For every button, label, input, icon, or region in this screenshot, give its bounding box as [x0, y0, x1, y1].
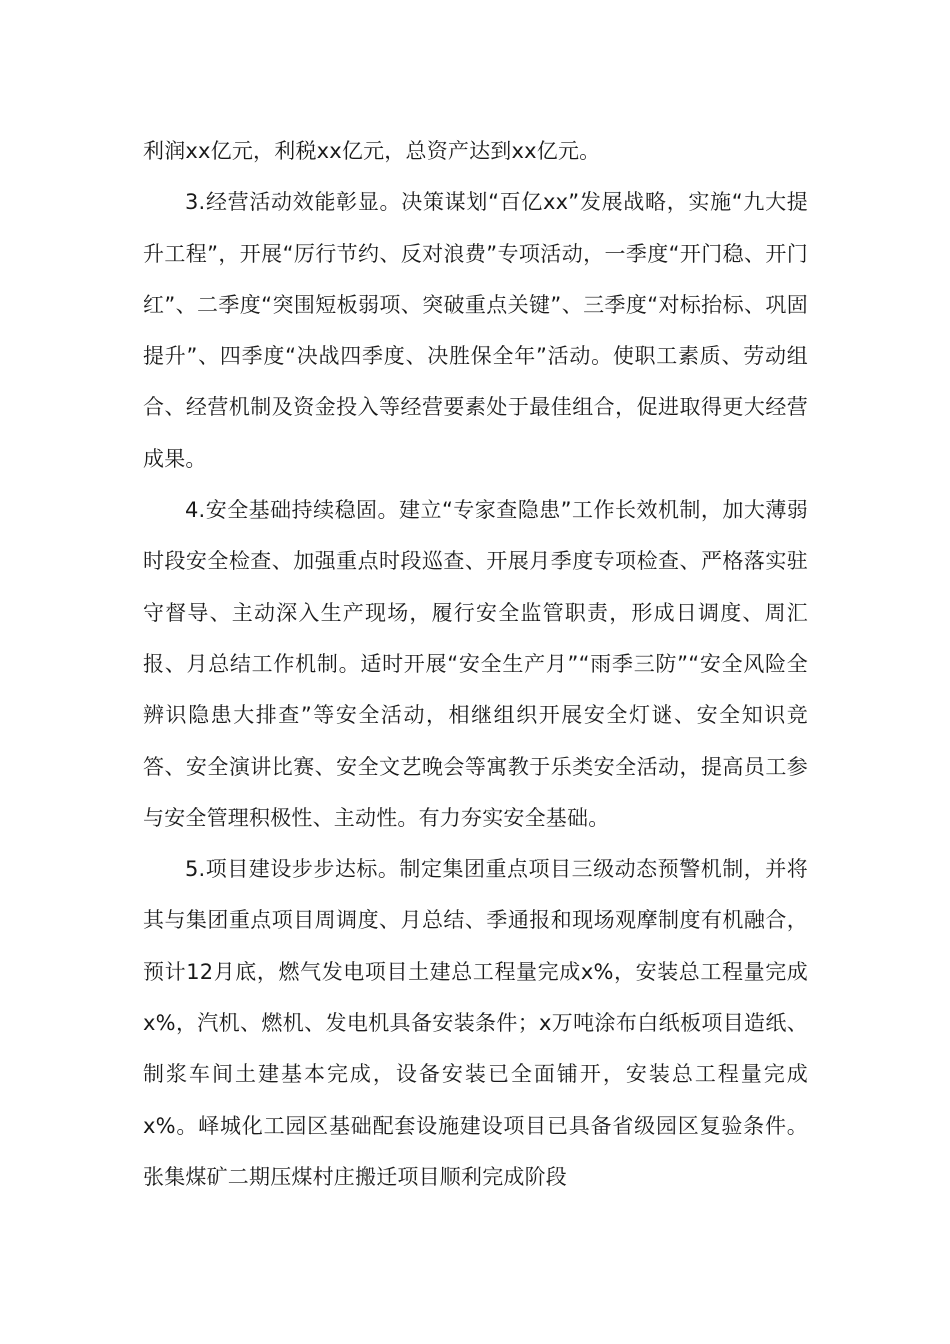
paragraph-projects: 5.项目建设步步达标。制定集团重点项目三级动态预警机制，并将其与集团重点项目周调度、月总结、季通报和现场观摩制度有机融合，预计12月底，燃气发电项目土建总工程量完成x%，安装总工程量完成x%，汽机、燃机、发电机具备安装条件；x万吨涂布白纸板项目造纸、制浆车间土建基本完成，设备安装已全面铺开，安装总工程量完成x%。峄城化工园区基础配套设施建设项目已具备省级园区复验条件。张集煤矿二期压煤村庄搬迁项目顺利完成阶段	[143, 857, 808, 1189]
paragraph-operations: 3.经营活动效能彰显。决策谋划“百亿xx”发展战略，实施“九大提升工程”，开展“厉行节约、反对浪费”专项活动，一季度“开门稳、开门红”、二季度“突围短板弱项、突破重点关键”、三季度“对标抬标、巩固提升”、四季度“决战四季度、决胜保全年”活动。使职工素质、劳动组合、经营机制及资金投入等经营要素处于最佳组合，促进取得更大经营成果。	[143, 190, 808, 471]
paragraph-safety: 4.安全基础持续稳固。建立“专家查隐患”工作长效机制，加大薄弱时段安全检查、加强重点时段巡查、开展月季度专项检查、严格落实驻守督导、主动深入生产现场，履行安全监管职责，形成日调度、周汇报、月总结工作机制。适时开展“安全生产月”“雨季三防”“安全风险全辨识隐患大排查”等安全活动，相继组织开展安全灯谜、安全知识竞答、安全演讲比赛、安全文艺晚会等寓教于乐类安全活动，提高员工参与安全管理积极性、主动性。有力夯实安全基础。	[143, 498, 808, 830]
document-body	[143, 126, 808, 1203]
paragraph-continuation: 利润xx亿元，利税xx亿元，总资产达到xx亿元。	[143, 139, 601, 163]
